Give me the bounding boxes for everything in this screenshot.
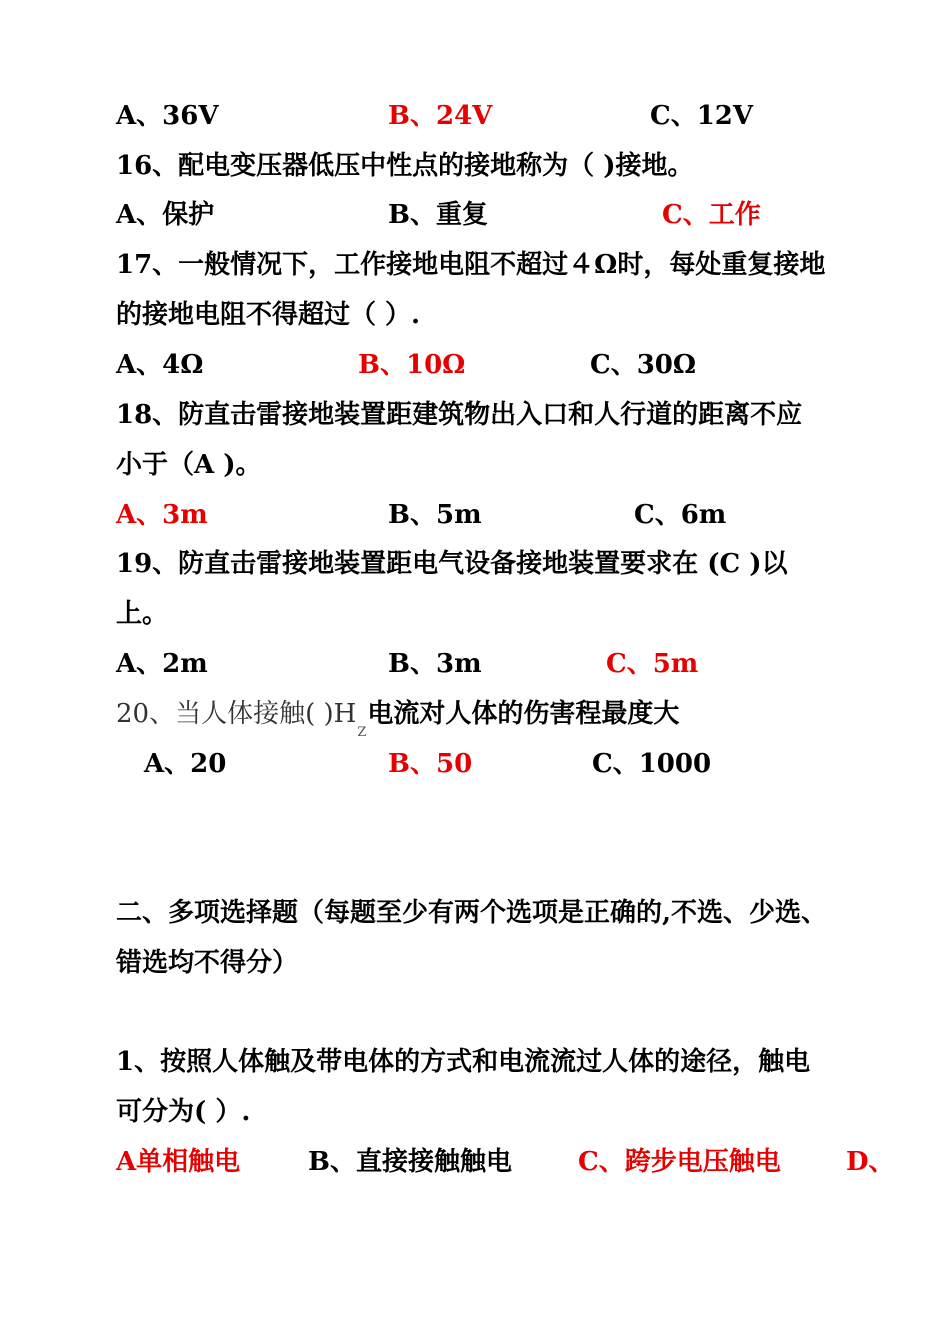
section2-title-line2: 错选均不得分） — [116, 948, 299, 978]
q20-unit-h: H — [333, 699, 357, 729]
q18-option-b: B、5m — [388, 500, 482, 530]
q20-option-b-answer: B、50 — [388, 749, 473, 779]
q20-stem-suffix: 电流对人体的伤害程最度大 — [367, 699, 680, 729]
q20-stem — [116, 694, 680, 740]
q15-option-b-answer: B、24V — [388, 101, 493, 131]
q17-option-a: A、4Ω — [116, 350, 204, 380]
q17-stem-line1: 17、一般情况下，工作接地电阻不超过４Ω时，每处重复接地 — [116, 250, 826, 280]
q15-option-c: C、12V — [650, 101, 754, 131]
section2-title-line1: 二、多项选择题（每题至少有两个选项是正确的,不选、少选、 — [116, 898, 828, 928]
q16-option-c-answer: C、工作 — [662, 200, 761, 230]
q20-option-c: C、1000 — [592, 749, 712, 779]
q17-option-c: C、30Ω — [590, 350, 697, 380]
m1-stem-line2: 可分为( ）. — [116, 1097, 251, 1127]
q17-stem-line2: 的接地电阻不得超过（ ）. — [116, 300, 421, 330]
q20-stem-prefix: 20、当人体接触( ) — [116, 699, 334, 729]
q15-option-a: A、36V — [116, 101, 219, 131]
q19-stem-line2: 上。 — [116, 599, 169, 629]
q20-unit-z: Z — [357, 725, 367, 740]
m1-stem-line1: 1、按照人体触及带电体的方式和电流流过人体的途径，触电 — [116, 1047, 811, 1077]
m1-option-c-answer: C、跨步电压触电 — [578, 1147, 781, 1177]
q18-stem-line2: 小于（A )。 — [116, 450, 262, 480]
q19-option-c-answer: C、5m — [606, 649, 699, 679]
q16-option-b: B、重复 — [388, 200, 488, 230]
m1-option-a-answer: A单相触电 — [116, 1147, 241, 1177]
q20-option-a: A、20 — [144, 749, 227, 779]
q16-stem: 16、配电变压器低压中性点的接地称为（ )接地。 — [116, 151, 694, 181]
q18-option-a-answer: A、3m — [116, 500, 208, 530]
q19-option-b: B、3m — [388, 649, 482, 679]
q18-option-c: C、6m — [634, 500, 727, 530]
m1-option-d-answer: D、 — [846, 1147, 895, 1177]
q19-stem-line1: 19、防直击雷接地装置距电气设备接地装置要求在 (C )以 — [116, 549, 788, 579]
q19-option-a: A、2m — [116, 649, 208, 679]
q17-option-b-answer: B、10Ω — [358, 350, 466, 380]
q16-option-a: A、保护 — [116, 200, 215, 230]
m1-option-b: B、直接接触触电 — [308, 1147, 512, 1177]
q18-stem-line1: 18、防直击雷接地装置距建筑物出入口和人行道的距离不应 — [116, 400, 803, 430]
